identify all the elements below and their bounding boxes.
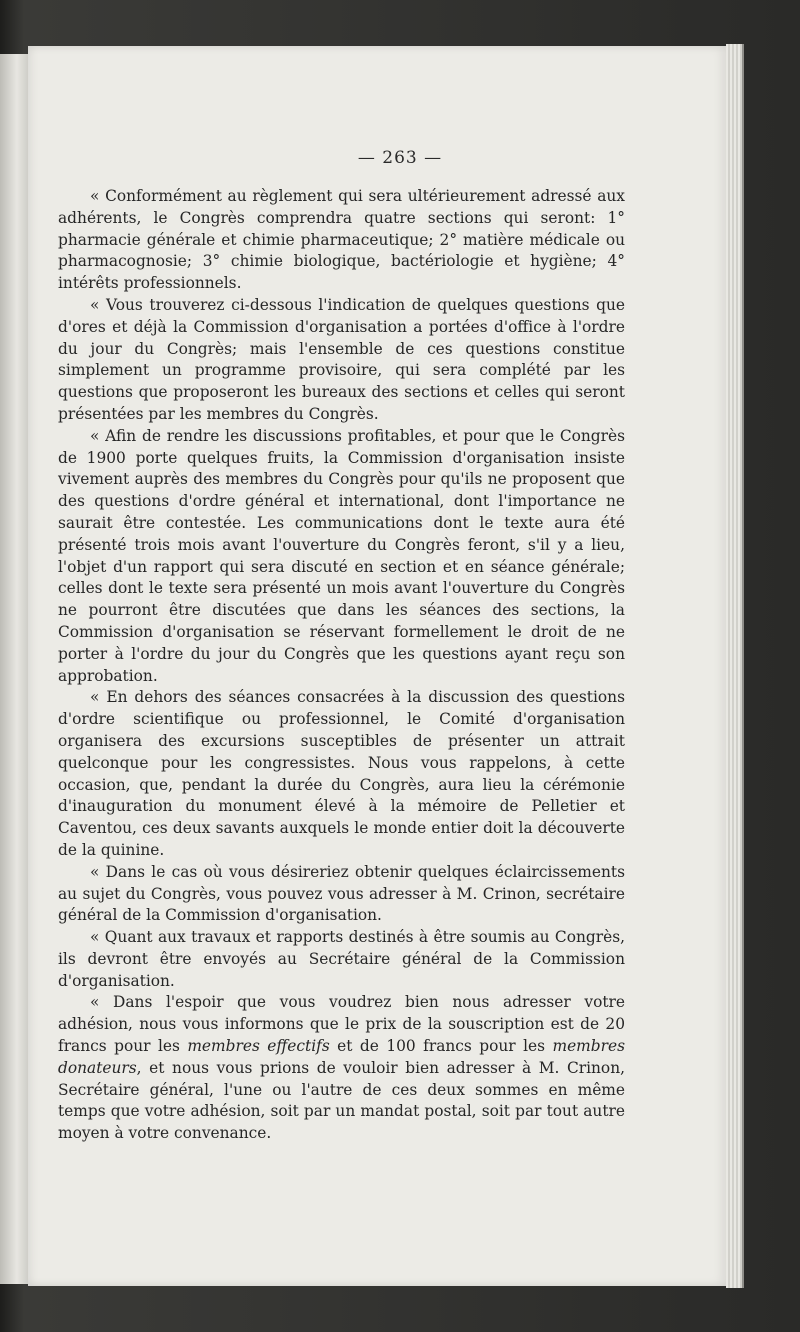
paragraph-sections (58, 186, 625, 295)
paragraph-text: « Dans le cas où vous désireriez obtenir quelques éclaircissements au sujet du Congrès, vous pouvez vous adresser à M. Crinon, secrétaire général de la Commission d'organisation. (58, 862, 625, 925)
paragraph-text: « Dans l'espoir que vous voudrez bien nous adresser votre adhésion, nous vous informons que le prix de la souscription est de 20 francs pour les (58, 993, 625, 1056)
page-number: — 263 — (357, 148, 443, 168)
paragraph-text: « Conformément au règlement qui sera ultérieurement adressé aux adhérents, le Congrès comprendra quatre sections qui seront: 1° pharmacie générale et chimie pharmaceutique; 2° matière médicale ou pharmacognosie; 3° chimie biologique, bactériologie et hygiène; 4° intérêts professionnels. (58, 187, 625, 293)
paragraph-discussions (58, 426, 625, 688)
left-page-edge (0, 54, 30, 1284)
paragraph-text: « Vous trouverez ci-dessous l'indication de quelques questions que d'ores et déjà la Commission d'organisation a portées d'office à l'ordre du jour du Congrès; mais l'ensemble de ces questions constitue simplement un programme provisoire, qui sera complété par les questions que proposeront les bureaux des sections et celles qui seront présentées par les membres du Congrès. (58, 295, 625, 423)
paragraph-contact (58, 862, 625, 927)
italic-membres-effectifs: membres effectifs (187, 1037, 330, 1056)
paragraph-text: « Afin de rendre les discussions profitables, et pour que le Congrès de 1900 porte quelques fruits, la Commission d'organisation insiste vivement auprès des membres du Congrès pour qu'ils ne proposent que des questions d'ordre général et international, dont l'importance ne saurait être contestée. Les communications dont le texte aura été présenté trois mois avant l'ouverture du Congrès feront, s'il y a lieu, l'objet d'un rapport qui sera discuté en section et en séance générale; celles dont le texte sera présenté un mois avant l'ouverture du Congrès ne pourront être discutées que dans les séances des sections, la Commission d'organisation se réservant formellement le droit de ne porter à l'ordre du jour du Congrès que les questions ayant reçu son approbation. (58, 426, 625, 685)
paragraph-text: et de 100 francs pour les (329, 1037, 553, 1056)
paragraph-subscription (58, 992, 625, 1145)
paragraph-text: « Quant aux travaux et rapports destinés à être soumis au Congrès, ils devront être envoyés au Secrétaire général de la Commission d'organisation. (58, 928, 625, 990)
italic-membres-donateurs: membres donateurs (58, 1037, 625, 1077)
page-stack-edge (726, 44, 744, 1288)
paragraph-excursions (58, 687, 625, 861)
paragraph-text: « En dehors des séances consacrées à la discussion des questions d'ordre scientifique ou professionnel, le Comité d'organisation organisera des excursions susceptibles de présenter un attrait quelconque pour les congressistes. Nous vous rappelons, à cette occasion, que, pendant la durée du Congrès, aura lieu la cérémonie d'inauguration du monument élevé à la mémoire de Pelletier et Caventou, ces deux savants auxquels le monde entier doit la découverte de la quinine. (58, 688, 625, 859)
paragraph-text: , et nous vous prions de vouloir bien adresser à M. Crinon, Secrétaire général, l'une ou l'autre de ces deux sommes en même temps que votre adhésion, soit par un mandat postal, soit par tout autre moyen à votre convenance. (58, 1058, 625, 1143)
body-text (58, 186, 625, 1145)
paragraph-questions (58, 295, 625, 426)
paragraph-reports (58, 927, 625, 992)
